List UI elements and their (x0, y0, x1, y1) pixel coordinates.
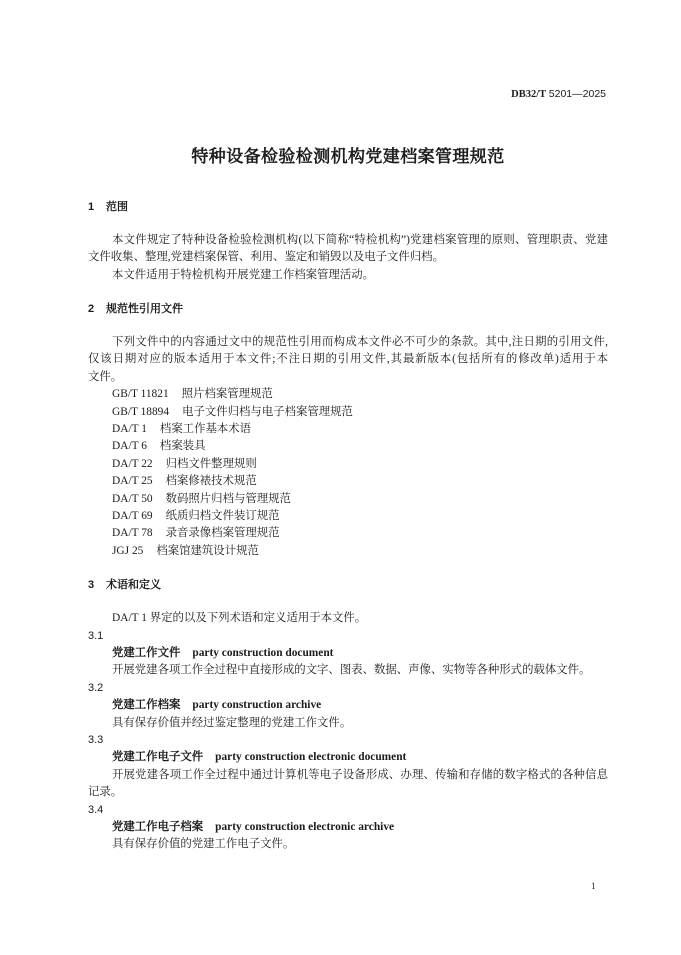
reference-code: GB/T 18894 (112, 405, 170, 418)
section-number: 3 (88, 579, 95, 592)
paragraph-line: 仅该日期对应的版本适用于本文件;不注日期的引用文件,其最新版本(包括所有的修改单)适用于本 (88, 353, 608, 366)
reference-code: DA/T 22 (112, 457, 153, 470)
reference-item (88, 438, 608, 455)
term-english: party construction archive (192, 699, 322, 712)
section-heading (88, 301, 608, 318)
reference-code: DA/T 1 (112, 423, 147, 436)
reference-title: 档案馆建筑设计规范 (156, 544, 259, 557)
standard-prefix: DB32/T (511, 89, 547, 100)
term-chinese: 党建工作文件 (112, 646, 181, 659)
term-number: 3.4 (88, 803, 104, 816)
reference-item (88, 491, 608, 508)
section-title: 术语和定义 (106, 579, 161, 592)
reference-code: DA/T 50 (112, 492, 153, 505)
section-title: 规范性引用文件 (106, 303, 183, 316)
reference-item (88, 404, 608, 421)
definition-line: 开展党建各项工作全过程中直接形成的文字、图表、数据、声像、实物等各种形式的载体文件。 (112, 664, 591, 677)
reference-title: 档案修裱技术规范 (165, 475, 257, 488)
paragraph-line: 本文件规定了特种设备检验检测机构(以下简称“特检机构”)党建档案管理的原则、管理职责、党建 (112, 234, 608, 246)
paragraph-line: 下列文件中的内容通过文中的规范性引用而构成本文件必不可少的条款。其中,注日期的引用文件, (112, 336, 608, 349)
reference-item (88, 421, 608, 438)
reference-item (88, 386, 608, 403)
reference-code: GB/T 11821 (112, 388, 169, 401)
standard-number: 5201—2025 (548, 88, 606, 100)
section-heading (88, 199, 608, 216)
term-chinese: 党建工作电子档案 (112, 820, 204, 833)
reference-code: DA/T 6 (112, 440, 147, 453)
reference-title: 档案装具 (159, 440, 206, 453)
paragraph-line: 本文件适用于特检机构开展党建工作档案管理活动。 (112, 268, 374, 281)
reference-title: 照片档案管理规范 (181, 388, 273, 401)
definition-line: 开展党建各项工作全过程中通过计算机等电子设备形成、办理、传输和存储的数字格式的各种信息 (112, 768, 608, 781)
reference-code: DA/T 78 (112, 527, 153, 540)
term-number: 3.3 (88, 733, 104, 746)
term-entry (88, 697, 608, 714)
reference-title: 数码照片归档与管理规范 (165, 492, 291, 505)
paragraph-line: DA/T 1 界定的以及下列术语和定义适用于本文件。 (112, 612, 367, 625)
term-english: party construction electronic document (215, 751, 407, 764)
term-entry (88, 819, 608, 836)
section-scope (88, 199, 608, 284)
reference-item (88, 456, 608, 473)
definition-line: 具有保存价值并经过鉴定整理的党建工作文件。 (112, 716, 352, 729)
document-title: 特种设备检验检测机构党建档案管理规范 (191, 147, 505, 166)
reference-title: 档案工作基本术语 (159, 423, 252, 436)
reference-title: 归档文件整理规则 (165, 457, 257, 470)
definition-line: 具有保存价值的党建工作电子文件。 (112, 838, 295, 851)
term-english: party construction electronic archive (215, 820, 395, 833)
section-terms-definitions (88, 577, 608, 854)
reference-item (88, 473, 608, 490)
reference-code: DA/T 25 (112, 475, 153, 488)
section-title: 范围 (106, 201, 128, 213)
reference-item (88, 508, 608, 525)
paragraph-line: 文件。 (88, 370, 123, 383)
reference-item (88, 525, 608, 542)
term-english: party construction document (192, 646, 334, 659)
term-chinese: 党建工作档案 (112, 699, 181, 712)
reference-title: 电子文件归档与电子档案管理规范 (182, 405, 353, 418)
document-body (88, 199, 608, 854)
term-number: 3.1 (88, 629, 104, 642)
term-number: 3.2 (88, 681, 104, 694)
reference-title: 纸质归档文件装订规范 (165, 510, 280, 523)
term-chinese: 党建工作电子文件 (112, 751, 204, 764)
term-entry (88, 749, 608, 766)
section-number: 1 (88, 201, 95, 213)
paragraph-line: 文件收集、整理,党建档案保管、利用、鉴定和销毁以及电子文件归档。 (88, 251, 444, 264)
page-number: 1 (591, 881, 596, 891)
standard-code (511, 87, 606, 102)
term-entry (88, 645, 608, 662)
reference-item (88, 543, 608, 560)
section-number: 2 (88, 303, 95, 316)
reference-title: 录音录像档案管理规范 (165, 527, 280, 540)
section-normative-references (88, 301, 608, 560)
section-heading (88, 577, 608, 594)
reference-code: JGJ 25 (112, 544, 144, 557)
definition-line: 记录。 (88, 786, 123, 799)
reference-code: DA/T 69 (112, 510, 153, 523)
